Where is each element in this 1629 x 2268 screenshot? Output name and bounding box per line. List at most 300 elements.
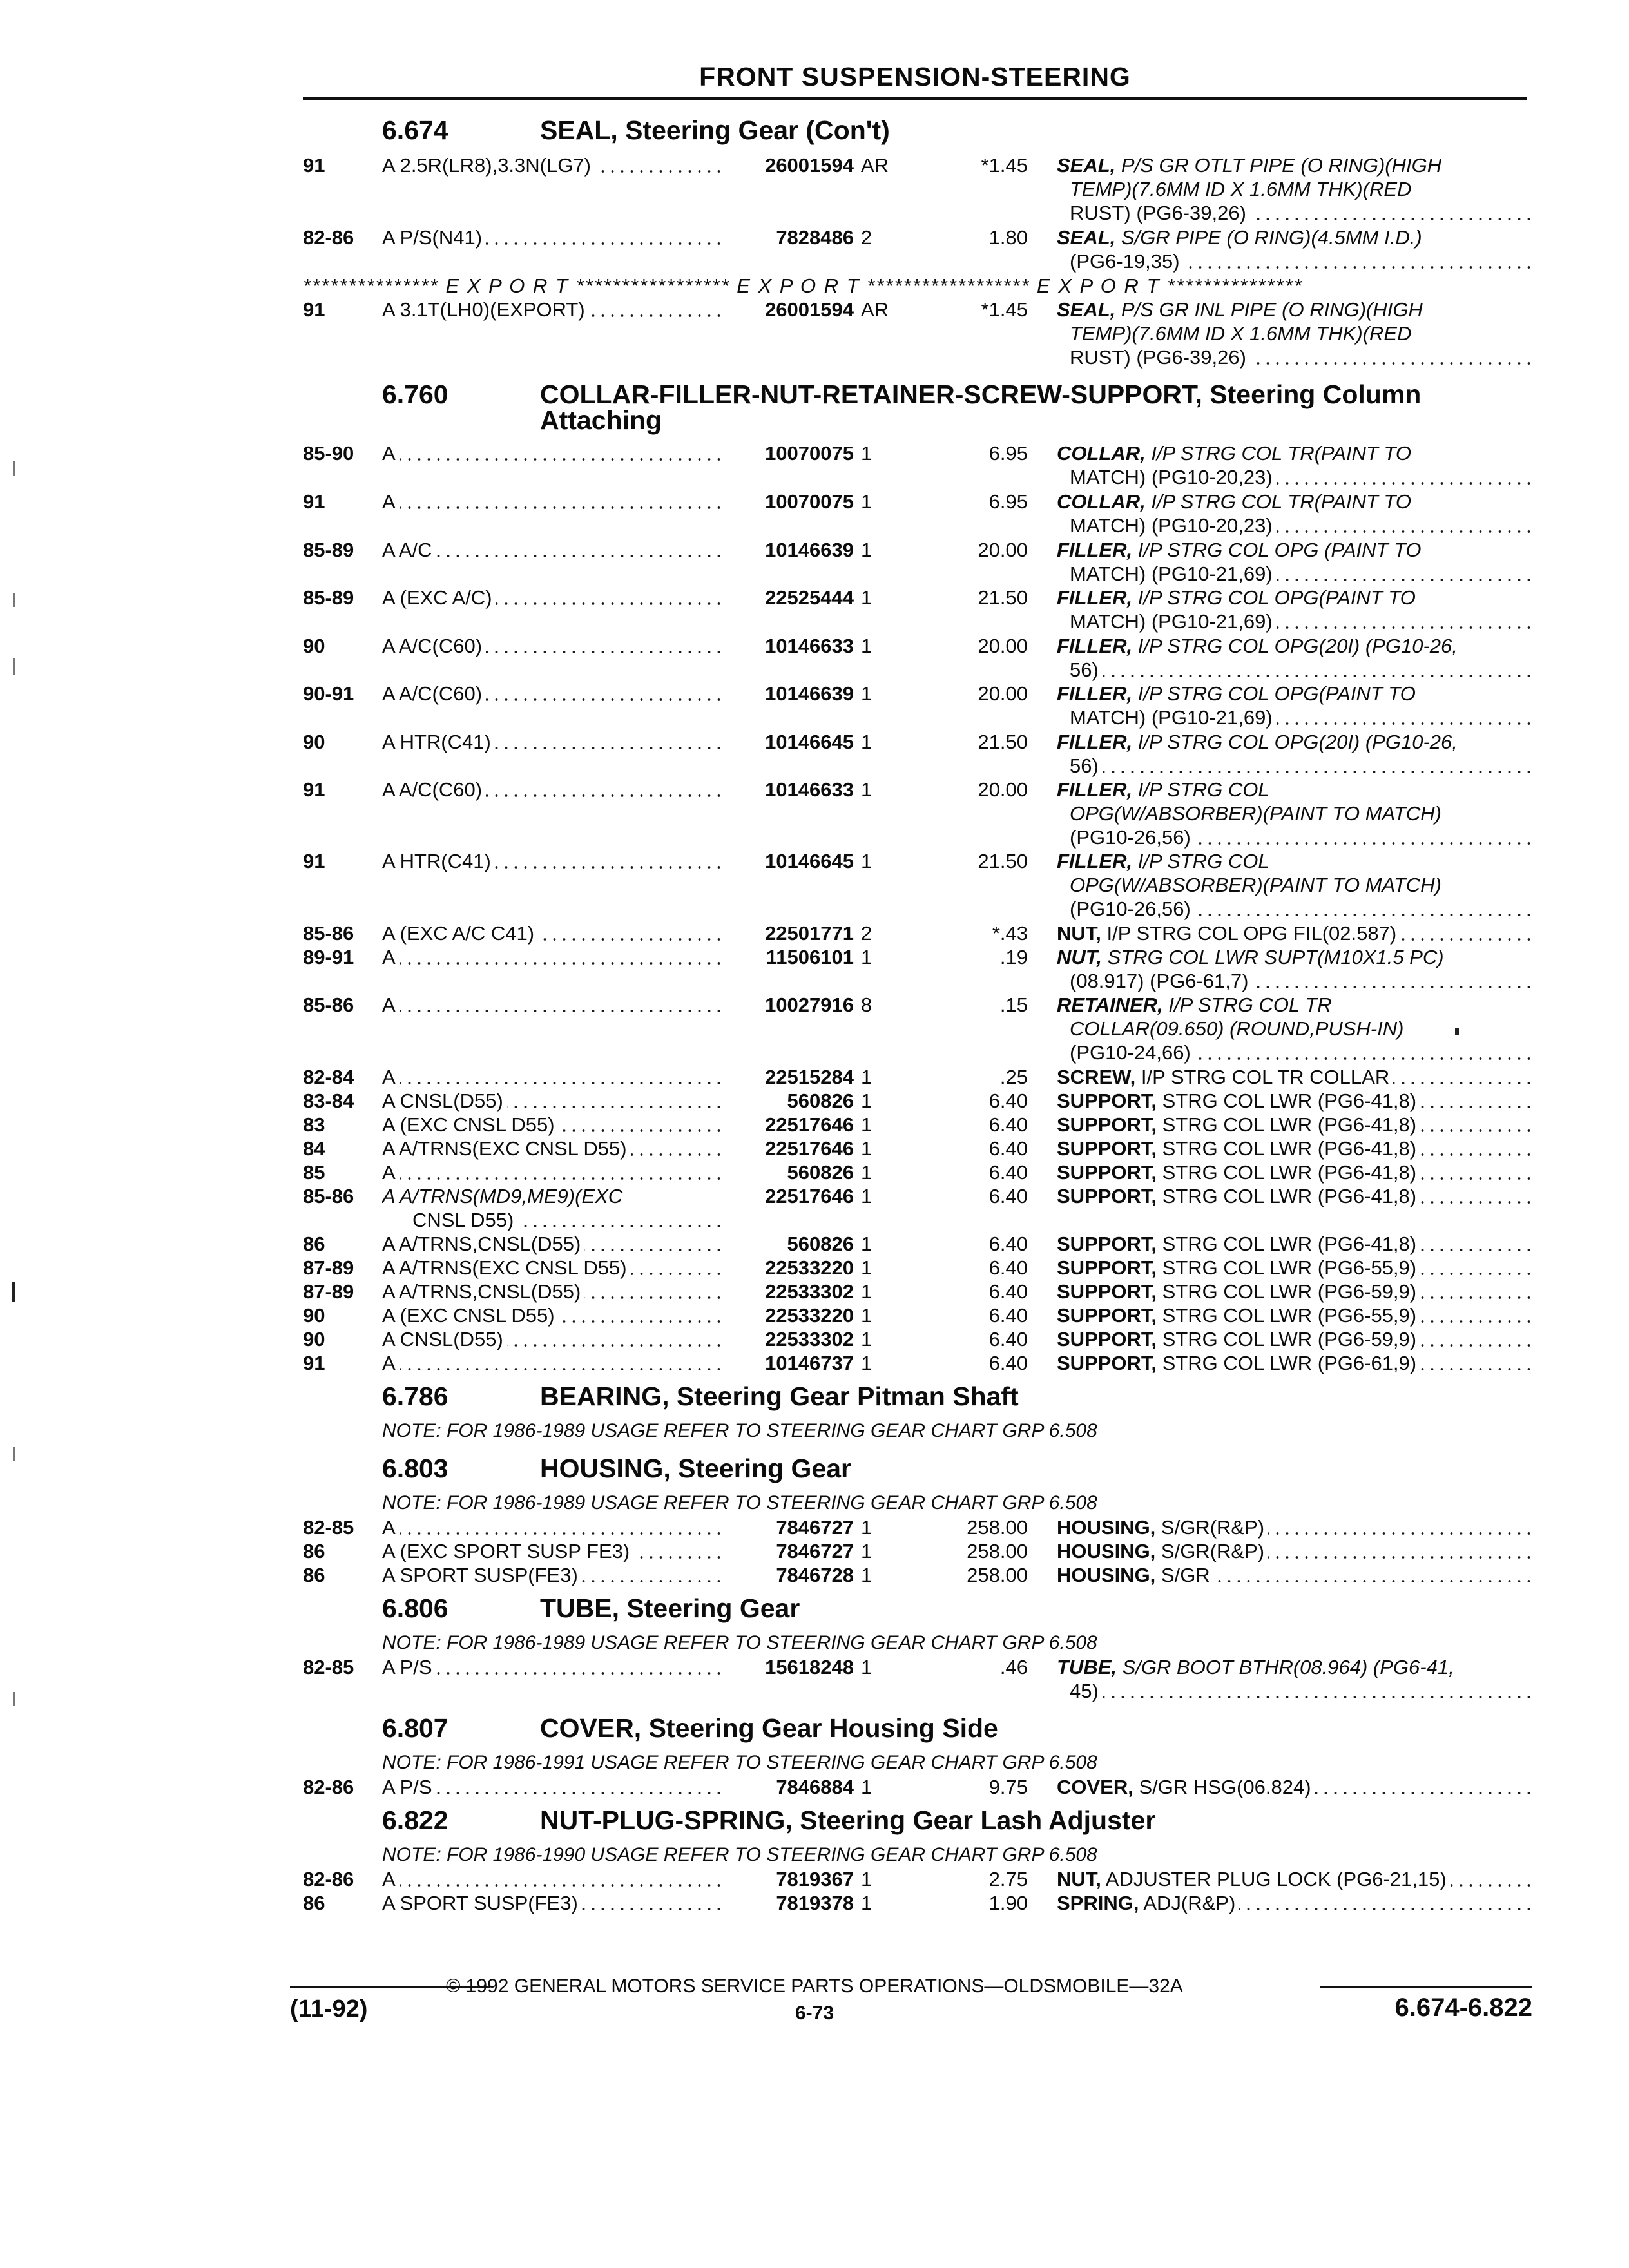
- section-title: TUBE, Steering Gear: [540, 1593, 800, 1623]
- part-name: SUPPORT,: [1057, 1137, 1157, 1160]
- application-text: A (EXC A/C C41): [382, 922, 538, 945]
- price: 6.40: [988, 1352, 1028, 1374]
- part-number: 10027916: [765, 994, 854, 1016]
- part-name: SUPPORT,: [1057, 1328, 1157, 1350]
- section-title: NUT-PLUG-SPRING, Steering Gear Lash Adjuster: [540, 1805, 1156, 1835]
- part-number: 7828486: [776, 226, 854, 249]
- section-title: COLLAR-FILLER-NUT-RETAINER-SCREW-SUPPORT, Steering Column: [540, 380, 1422, 409]
- description-continuation-text: (PG10-26,56): [1070, 826, 1195, 849]
- description-continuation: [1070, 562, 1534, 586]
- description-continuation-text: MATCH) (PG10-21,69): [1070, 610, 1277, 633]
- description-text: [1057, 1256, 1420, 1279]
- part-row: [0, 921, 1629, 945]
- description-continuation: [1070, 873, 1534, 897]
- description: [1057, 1303, 1534, 1327]
- model-years: 82-85: [303, 1656, 354, 1678]
- part-number: 10146633: [765, 778, 854, 801]
- part-number: 7846727: [776, 1540, 854, 1562]
- footer-date: (11-92): [290, 1995, 368, 2023]
- description-detail: S/GR PIPE (O RING)(4.5MM I.D.): [1115, 226, 1422, 249]
- price: 1.90: [988, 1892, 1028, 1914]
- description-text: [1057, 1161, 1420, 1184]
- model-years: 85: [303, 1161, 325, 1184]
- part-name: SUPPORT,: [1057, 1256, 1157, 1279]
- description-text: [1057, 298, 1423, 321]
- price: 6.40: [988, 1328, 1028, 1350]
- description-continuation: [1070, 825, 1534, 849]
- application-text: A SPORT SUSP(FE3): [382, 1564, 582, 1586]
- part-number: 26001594: [765, 154, 854, 177]
- application-continuation: [412, 1208, 724, 1232]
- application-text: A (EXC SPORT SUSP FE3): [382, 1540, 633, 1562]
- description: [1057, 1256, 1534, 1280]
- price: 21.50: [978, 586, 1028, 609]
- price: .46: [999, 1656, 1028, 1678]
- part-number: 10146645: [765, 850, 854, 872]
- model-years: 85-86: [303, 994, 354, 1016]
- description-continuation-text: (08.917) (PG6-61,7): [1070, 970, 1252, 992]
- model-years: 91: [303, 298, 325, 321]
- description-continuation-text: TEMP)(7.6MM ID X 1.6MM THK)(RED: [1070, 322, 1412, 345]
- application-text: A: [382, 1066, 400, 1088]
- price: 6.95: [988, 442, 1028, 465]
- description-detail: STRG COL LWR (PG6-41,8): [1157, 1233, 1417, 1255]
- description-continuation-text: (PG10-26,56): [1070, 898, 1195, 920]
- description-detail: STRG COL LWR (PG6-41,8): [1157, 1185, 1417, 1207]
- description: [1057, 945, 1534, 969]
- price: 1.80: [988, 226, 1028, 249]
- model-years: 84: [303, 1137, 325, 1160]
- description-text: [1057, 1868, 1451, 1890]
- margin-mark: [13, 1692, 15, 1706]
- application-text: A A/TRNS(EXC CNSL D55): [382, 1256, 631, 1279]
- description: [1057, 586, 1534, 610]
- description-continuation-text: 56): [1070, 754, 1103, 777]
- part-name: HOUSING,: [1057, 1564, 1156, 1586]
- description-continuation: [1070, 345, 1534, 369]
- price: 6.40: [988, 1137, 1028, 1160]
- part-name: SUPPORT,: [1057, 1185, 1157, 1207]
- part-number: 22525444: [765, 586, 854, 609]
- description-continuation-text: OPG(W/ABSORBER)(PAINT TO MATCH): [1070, 802, 1441, 825]
- price: 6.40: [988, 1233, 1028, 1255]
- part-number: 15618248: [765, 1656, 854, 1678]
- description: [1057, 1113, 1534, 1137]
- quantity: 1: [861, 539, 872, 561]
- section-title-continued: Attaching: [540, 405, 662, 435]
- part-name: NUT,: [1057, 946, 1103, 968]
- section-number: 6.803: [382, 1454, 448, 1483]
- description: [1057, 1539, 1534, 1563]
- application-text: A A/TRNS(EXC CNSL D55): [382, 1137, 631, 1160]
- section-number: 6.807: [382, 1713, 448, 1743]
- description: [1057, 1351, 1534, 1375]
- description-text: [1057, 1304, 1420, 1327]
- section-note: NOTE: FOR 1986-1989 USAGE REFER TO STEERING GEAR CHART GRP 6.508: [382, 1632, 1097, 1653]
- description-detail: STRG COL LWR (PG6-41,8): [1157, 1090, 1417, 1112]
- part-number: 7846728: [776, 1564, 854, 1586]
- description-continuation: [1070, 802, 1534, 825]
- quantity: 1: [861, 1137, 872, 1160]
- description-detail: I/P STRG COL OPG FIL(02.587): [1101, 922, 1397, 945]
- quantity: 1: [861, 1868, 872, 1890]
- description-text: [1057, 1564, 1214, 1586]
- description: [1057, 921, 1534, 945]
- section-heading: [0, 115, 1629, 146]
- part-name: SUPPORT,: [1057, 1233, 1157, 1255]
- description: [1057, 226, 1534, 249]
- quantity: 1: [861, 1304, 872, 1327]
- part-name: FILLER,: [1057, 586, 1133, 609]
- description-continuation: [1070, 706, 1534, 729]
- price: .19: [999, 946, 1028, 968]
- quantity: 1: [861, 586, 872, 609]
- quantity: 1: [861, 1280, 872, 1303]
- part-row: [0, 1539, 1629, 1563]
- footer-page-number: 6-73: [795, 2003, 834, 2024]
- quantity: 1: [861, 1090, 872, 1112]
- description: [1057, 153, 1534, 177]
- part-name: HOUSING,: [1057, 1540, 1156, 1562]
- description: [1057, 1327, 1534, 1351]
- application-text: A CNSL(D55): [382, 1328, 507, 1350]
- description-text: [1057, 1540, 1268, 1562]
- part-number: 560826: [787, 1161, 854, 1184]
- part-name: FILLER,: [1057, 682, 1133, 705]
- model-years: 85-86: [303, 922, 354, 945]
- part-number: 22533220: [765, 1304, 854, 1327]
- description-continuation: [1070, 1041, 1534, 1064]
- description-continuation-text: (PG10-24,66): [1070, 1041, 1195, 1064]
- price: 20.00: [978, 682, 1028, 705]
- part-name: TUBE,: [1057, 1656, 1117, 1678]
- description-text: [1057, 154, 1441, 177]
- description: [1057, 634, 1534, 658]
- section-heading: [0, 1593, 1629, 1624]
- description-detail: STRG COL LWR (PG6-59,9): [1157, 1280, 1417, 1303]
- part-name: NUT,: [1057, 922, 1101, 945]
- description-detail: P/S GR INL PIPE (O RING)(HIGH: [1115, 298, 1423, 321]
- model-years: 87-89: [303, 1280, 354, 1303]
- description: [1057, 1563, 1534, 1587]
- description-detail: S/GR BOOT BTHR(08.964) (PG6-41,: [1117, 1656, 1454, 1678]
- description-continuation: [1070, 658, 1534, 682]
- description-text: [1057, 731, 1458, 753]
- section-title: BEARING, Steering Gear Pitman Shaft: [540, 1381, 1019, 1411]
- section-note: NOTE: FOR 1986-1990 USAGE REFER TO STEERING GEAR CHART GRP 6.508: [382, 1844, 1097, 1865]
- quantity: 1: [861, 682, 872, 705]
- price: 20.00: [978, 635, 1028, 657]
- part-name: FILLER,: [1057, 850, 1133, 872]
- description-detail: I/P STRG COL OPG(20I) (PG10-26,: [1132, 731, 1458, 753]
- part-row: [0, 538, 1629, 585]
- model-years: 85-90: [303, 442, 354, 465]
- price: 9.75: [988, 1776, 1028, 1798]
- quantity: 1: [861, 1656, 872, 1678]
- price: *.43: [992, 922, 1028, 945]
- part-row: [0, 1160, 1629, 1184]
- part-name: FILLER,: [1057, 778, 1133, 801]
- part-row: [0, 945, 1629, 992]
- description-detail: STRG COL LWR (PG6-41,8): [1157, 1161, 1417, 1184]
- part-name: FILLER,: [1057, 635, 1133, 657]
- description: [1057, 538, 1534, 562]
- part-number: 10070075: [765, 442, 854, 465]
- model-years: 90: [303, 1328, 325, 1350]
- part-row: [0, 586, 1629, 633]
- application-text: A P/S: [382, 1656, 436, 1678]
- part-name: SEAL,: [1057, 226, 1116, 249]
- part-row: [0, 1867, 1629, 1891]
- description-text: [1057, 635, 1458, 657]
- part-row: [0, 682, 1629, 729]
- description-text: [1057, 1113, 1420, 1136]
- description-detail: STRG COL LWR SUPT(M10X1.5 PC): [1102, 946, 1444, 968]
- part-name: COLLAR,: [1057, 490, 1146, 513]
- description-continuation: [1070, 201, 1534, 225]
- application-text: A A/TRNS(MD9,ME9)(EXC: [382, 1185, 623, 1207]
- description-detail: I/P STRG COL TR COLLAR: [1135, 1066, 1390, 1088]
- description: [1057, 730, 1534, 754]
- section-number: 6.822: [382, 1805, 448, 1835]
- description-text: [1057, 946, 1444, 968]
- price: *1.45: [981, 298, 1028, 321]
- part-row: [0, 730, 1629, 777]
- description-continuation-text: TEMP)(7.6MM ID X 1.6MM THK)(RED: [1070, 178, 1412, 200]
- quantity: 1: [861, 635, 872, 657]
- quantity: 1: [861, 1776, 872, 1798]
- application-text: A (EXC A/C): [382, 586, 496, 609]
- quantity: 1: [861, 1328, 872, 1350]
- description-text: [1057, 922, 1400, 945]
- part-row: [0, 298, 1629, 369]
- description-continuation: [1070, 514, 1534, 537]
- model-years: 83: [303, 1113, 325, 1136]
- description: [1057, 1867, 1534, 1891]
- part-row: [0, 226, 1629, 273]
- price: .15: [999, 994, 1028, 1016]
- margin-mark: [13, 658, 15, 675]
- model-years: 86: [303, 1540, 325, 1562]
- quantity: 8: [861, 994, 872, 1016]
- description-detail: I/P STRG COL OPG (PAINT TO: [1132, 539, 1422, 561]
- price: 6.40: [988, 1304, 1028, 1327]
- quantity: 1: [861, 1892, 872, 1914]
- quantity: 1: [861, 490, 872, 513]
- part-name: FILLER,: [1057, 731, 1133, 753]
- part-number: 7846727: [776, 1516, 854, 1539]
- description-continuation: [1070, 177, 1534, 201]
- application-text: A A/C(C60): [382, 778, 486, 801]
- application-text: A: [382, 946, 400, 968]
- section-number: 6.806: [382, 1593, 448, 1623]
- part-row: [0, 993, 1629, 1064]
- description-text: [1057, 539, 1422, 561]
- part-name: SEAL,: [1057, 154, 1116, 177]
- footer-group-range: 6.674-6.822: [1394, 1994, 1532, 2022]
- part-number: 560826: [787, 1090, 854, 1112]
- application-text: A: [382, 490, 400, 513]
- description: [1057, 682, 1534, 706]
- quantity: 1: [861, 442, 872, 465]
- quantity: 2: [861, 922, 872, 945]
- header-rule: [303, 97, 1527, 100]
- quantity: AR: [861, 298, 889, 321]
- section-title: SEAL, Steering Gear (Con't): [540, 115, 890, 145]
- model-years: 85-89: [303, 586, 354, 609]
- model-years: 90-91: [303, 682, 354, 705]
- description-detail: I/P STRG COL: [1132, 778, 1269, 801]
- description-detail: I/P STRG COL TR(PAINT TO: [1145, 442, 1411, 465]
- model-years: 91: [303, 154, 325, 177]
- model-years: 89-91: [303, 946, 354, 968]
- application-text: A (EXC CNSL D55): [382, 1113, 559, 1136]
- part-row: [0, 634, 1629, 681]
- quantity: 1: [861, 1256, 872, 1279]
- description: [1057, 1655, 1534, 1679]
- description-text: [1057, 1656, 1454, 1678]
- description: [1057, 1184, 1534, 1208]
- description: [1057, 778, 1534, 802]
- quantity: 1: [861, 1066, 872, 1088]
- model-years: 82-84: [303, 1066, 354, 1088]
- part-name: HOUSING,: [1057, 1516, 1156, 1539]
- description-detail: I/P STRG COL OPG(PAINT TO: [1132, 682, 1416, 705]
- part-number: 10146639: [765, 539, 854, 561]
- description-text: [1057, 1185, 1420, 1207]
- part-number: 11506101: [766, 946, 854, 968]
- price: 6.40: [988, 1185, 1028, 1207]
- description-continuation-text: RUST) (PG6-39,26): [1070, 202, 1250, 224]
- description-detail: STRG COL LWR (PG6-55,9): [1157, 1256, 1417, 1279]
- description-continuation: [1070, 322, 1534, 345]
- part-row: [0, 153, 1629, 224]
- application-text: A A/C(C60): [382, 682, 486, 705]
- model-years: 86: [303, 1892, 325, 1914]
- model-years: 85-89: [303, 539, 354, 561]
- description-detail: STRG COL LWR (PG6-41,8): [1157, 1113, 1417, 1136]
- description-text: [1057, 442, 1411, 465]
- part-name: SUPPORT,: [1057, 1304, 1157, 1327]
- section-note: NOTE: FOR 1986-1991 USAGE REFER TO STEERING GEAR CHART GRP 6.508: [382, 1752, 1097, 1773]
- part-number: 7819378: [776, 1892, 854, 1914]
- description-text: [1057, 490, 1411, 513]
- part-name: SUPPORT,: [1057, 1280, 1157, 1303]
- application-text: A HTR(C41): [382, 731, 495, 753]
- part-number: 10146633: [765, 635, 854, 657]
- application-text: A SPORT SUSP(FE3): [382, 1892, 582, 1914]
- description: [1057, 490, 1534, 514]
- application-text: A: [382, 442, 400, 465]
- description-continuation: [1070, 754, 1534, 778]
- part-number: 10146639: [765, 682, 854, 705]
- part-number: 10070075: [765, 490, 854, 513]
- model-years: 90: [303, 635, 325, 657]
- application-text: A 2.5R(LR8),3.3N(LG7): [382, 154, 595, 177]
- part-number: 22515284: [765, 1066, 854, 1088]
- description-text: [1057, 850, 1269, 872]
- model-years: 91: [303, 490, 325, 513]
- description-continuation: [1070, 969, 1534, 993]
- description-continuation-text: RUST) (PG6-39,26): [1070, 346, 1250, 369]
- description-continuation: [1070, 1017, 1534, 1041]
- application-text: A: [382, 1161, 400, 1184]
- quantity: 1: [861, 946, 872, 968]
- part-row: [0, 1775, 1629, 1799]
- section-heading: [0, 1805, 1629, 1836]
- description-continuation-text: OPG(W/ABSORBER)(PAINT TO MATCH): [1070, 874, 1441, 896]
- part-name: FILLER,: [1057, 539, 1133, 561]
- part-row: [0, 1515, 1629, 1539]
- model-years: 90: [303, 1304, 325, 1327]
- price: 258.00: [967, 1564, 1028, 1586]
- section-heading: [0, 1453, 1629, 1484]
- part-row: [0, 1089, 1629, 1113]
- description-continuation-text: COLLAR(09.650) (ROUND,PUSH-IN): [1070, 1017, 1404, 1040]
- description: [1057, 1280, 1534, 1303]
- description-text: [1057, 1137, 1420, 1160]
- price: 6.40: [988, 1280, 1028, 1303]
- part-row: [0, 1351, 1629, 1375]
- description-continuation: [1070, 897, 1534, 921]
- description-continuation: [1070, 610, 1534, 633]
- part-name: NUT,: [1057, 1868, 1101, 1890]
- description-text: [1057, 1328, 1420, 1350]
- application-text: A P/S: [382, 1776, 436, 1798]
- quantity: 1: [861, 731, 872, 753]
- application-text: A: [382, 1868, 400, 1890]
- description-text: [1057, 1280, 1420, 1303]
- section-note: NOTE: FOR 1986-1989 USAGE REFER TO STEERING GEAR CHART GRP 6.508: [382, 1492, 1097, 1514]
- section-heading: [0, 1713, 1629, 1744]
- description-text: [1057, 682, 1416, 705]
- description-detail: STRG COL LWR (PG6-61,9): [1157, 1352, 1417, 1374]
- part-number: 7846884: [776, 1776, 854, 1798]
- section-number: 6.674: [382, 115, 448, 145]
- part-row: [0, 1113, 1629, 1137]
- model-years: 82-85: [303, 1516, 354, 1539]
- application-text: A (EXC CNSL D55): [382, 1304, 559, 1327]
- application-text: A: [382, 1516, 400, 1539]
- part-number: 22533302: [765, 1280, 854, 1303]
- description-detail: I/P STRG COL OPG(20I) (PG10-26,: [1132, 635, 1458, 657]
- quantity: 1: [861, 1352, 872, 1374]
- description-continuation-text: MATCH) (PG10-21,69): [1070, 706, 1277, 729]
- part-name: RETAINER,: [1057, 994, 1163, 1016]
- description-detail: I/P STRG COL TR(PAINT TO: [1145, 490, 1411, 513]
- description-text: [1057, 586, 1416, 609]
- quantity: 2: [861, 226, 872, 249]
- description-detail: I/P STRG COL OPG(PAINT TO: [1132, 586, 1416, 609]
- description-text: [1057, 1776, 1315, 1798]
- price: 21.50: [978, 731, 1028, 753]
- description-text: [1057, 226, 1422, 249]
- part-row: [0, 849, 1629, 920]
- application-text: A 3.1T(LH0)(EXPORT): [382, 298, 589, 321]
- price: 258.00: [967, 1516, 1028, 1539]
- model-years: 82-86: [303, 226, 354, 249]
- price: 6.40: [988, 1113, 1028, 1136]
- quantity: 1: [861, 778, 872, 801]
- model-years: 91: [303, 778, 325, 801]
- part-name: SCREW,: [1057, 1066, 1136, 1088]
- description: [1057, 1775, 1534, 1799]
- application-text: A P/S(N41): [382, 226, 486, 249]
- description-text: [1057, 1516, 1268, 1539]
- part-number: 7819367: [776, 1868, 854, 1890]
- part-name: SPRING,: [1057, 1892, 1139, 1914]
- part-name: SUPPORT,: [1057, 1352, 1157, 1374]
